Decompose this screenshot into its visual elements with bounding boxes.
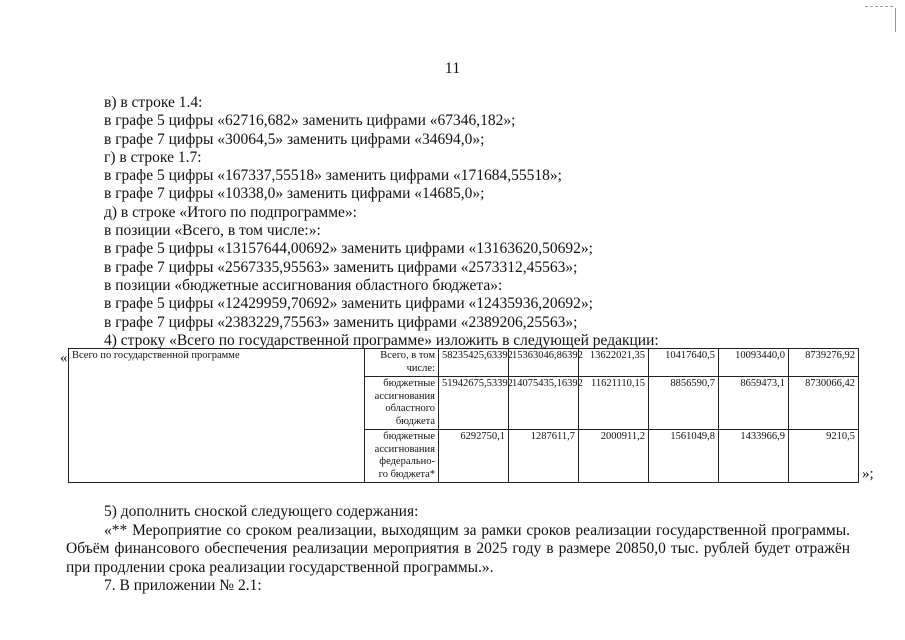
amendment-line: д) в строке «Итого по подпрограмме»: — [104, 203, 357, 221]
program-name-cell: Всего по государственной программе — [69, 349, 365, 483]
value-cell: 8659473,1 — [719, 377, 789, 430]
value-cell: 58235425,63392 — [439, 349, 509, 377]
value-cell: 11621110,15 — [579, 377, 649, 430]
value-cell: 1433966,9 — [719, 430, 789, 483]
closing-quote: »; — [862, 466, 874, 482]
value-cell: 13622021,35 — [579, 349, 649, 377]
amendment-line: в графе 5 цифры «62716,682» заменить цифрами «67346,182»; — [104, 112, 516, 130]
amendment-line: в графе 5 цифры «12429959,70692» заменить цифрами «12435936,20692»; — [104, 295, 593, 313]
value-cell: 10093440,0 — [719, 349, 789, 377]
amendment-list — [104, 94, 864, 350]
next-item: 7. В приложении № 2.1: — [104, 577, 262, 594]
amendment-line: в графе 7 цифры «2383229,75563» заменить цифрами «2389206,25563»; — [104, 313, 578, 331]
amendment-line: в графе 5 цифры «167337,55518» заменить цифрами «171684,55518»; — [104, 167, 562, 185]
opening-quote: « — [60, 350, 68, 366]
scan-mark-side — [895, 8, 896, 32]
amendment-line: в графе 7 цифры «30064,5» заменить цифрами «34694,0»; — [104, 130, 485, 148]
value-cell: 15363046,86392 — [509, 349, 579, 377]
value-cell: 1287611,7 — [509, 430, 579, 483]
amendment-line: в) в строке 1.4: — [104, 94, 203, 111]
footnote-text: «** Мероприятие со сроком реализации, выходящим за рамки сроков реализации государственной программы. Объём финансового обеспечения реализации мероприятия в 2025 году в размере 20850,0 тыс. рублей будет отражён при продлении срока реализации государственной программы.». — [66, 521, 850, 576]
value-cell: 8730066,42 — [789, 377, 859, 430]
budget-table — [68, 348, 859, 483]
amendment-line: в графе 7 цифры «2567335,95563» заменить цифрами «2573312,45563»; — [104, 258, 578, 276]
amendment-line: в графе 5 цифры «13157644,00692» заменить цифрами «13163620,50692»; — [104, 240, 593, 258]
value-cell: 9210,5 — [789, 430, 859, 483]
amendment-line: 4) строку «Всего по государственной программе» изложить в следующей редакции: — [104, 331, 659, 349]
value-cell: 2000911,2 — [579, 430, 649, 483]
amendment-line: г) в строке 1.7: — [104, 148, 202, 166]
scan-mark-top — [865, 6, 893, 19]
footnote-section — [66, 503, 850, 596]
value-cell: 10417640,5 — [649, 349, 719, 377]
value-cell: 6292750,1 — [439, 430, 509, 483]
value-cell: 14075435,16392 — [509, 377, 579, 430]
amendment-line: в графе 7 цифры «10338,0» заменить цифрами «14685,0»; — [104, 185, 485, 203]
amendment-line: в позиции «Всего, в том числе:»: — [104, 222, 321, 240]
value-cell: 8856590,7 — [649, 377, 719, 430]
category-cell: бюджетные ассигнования областного бюджета — [365, 377, 439, 430]
category-cell: бюджетные ассигнования федерально- го бюджета* — [365, 430, 439, 483]
footnote-intro: 5) дополнить сноской следующего содержания: — [104, 503, 419, 520]
page-number: 11 — [444, 60, 461, 77]
value-cell: 8739276,92 — [789, 349, 859, 377]
table-row — [69, 349, 859, 377]
amendment-line: в позиции «бюджетные ассигнования областного бюджета»: — [104, 276, 503, 294]
value-cell: 51942675,53392 — [439, 377, 509, 430]
value-cell: 1561049,8 — [649, 430, 719, 483]
budget-table-block — [58, 348, 878, 488]
category-cell: Всего, в том числе: — [365, 349, 439, 377]
